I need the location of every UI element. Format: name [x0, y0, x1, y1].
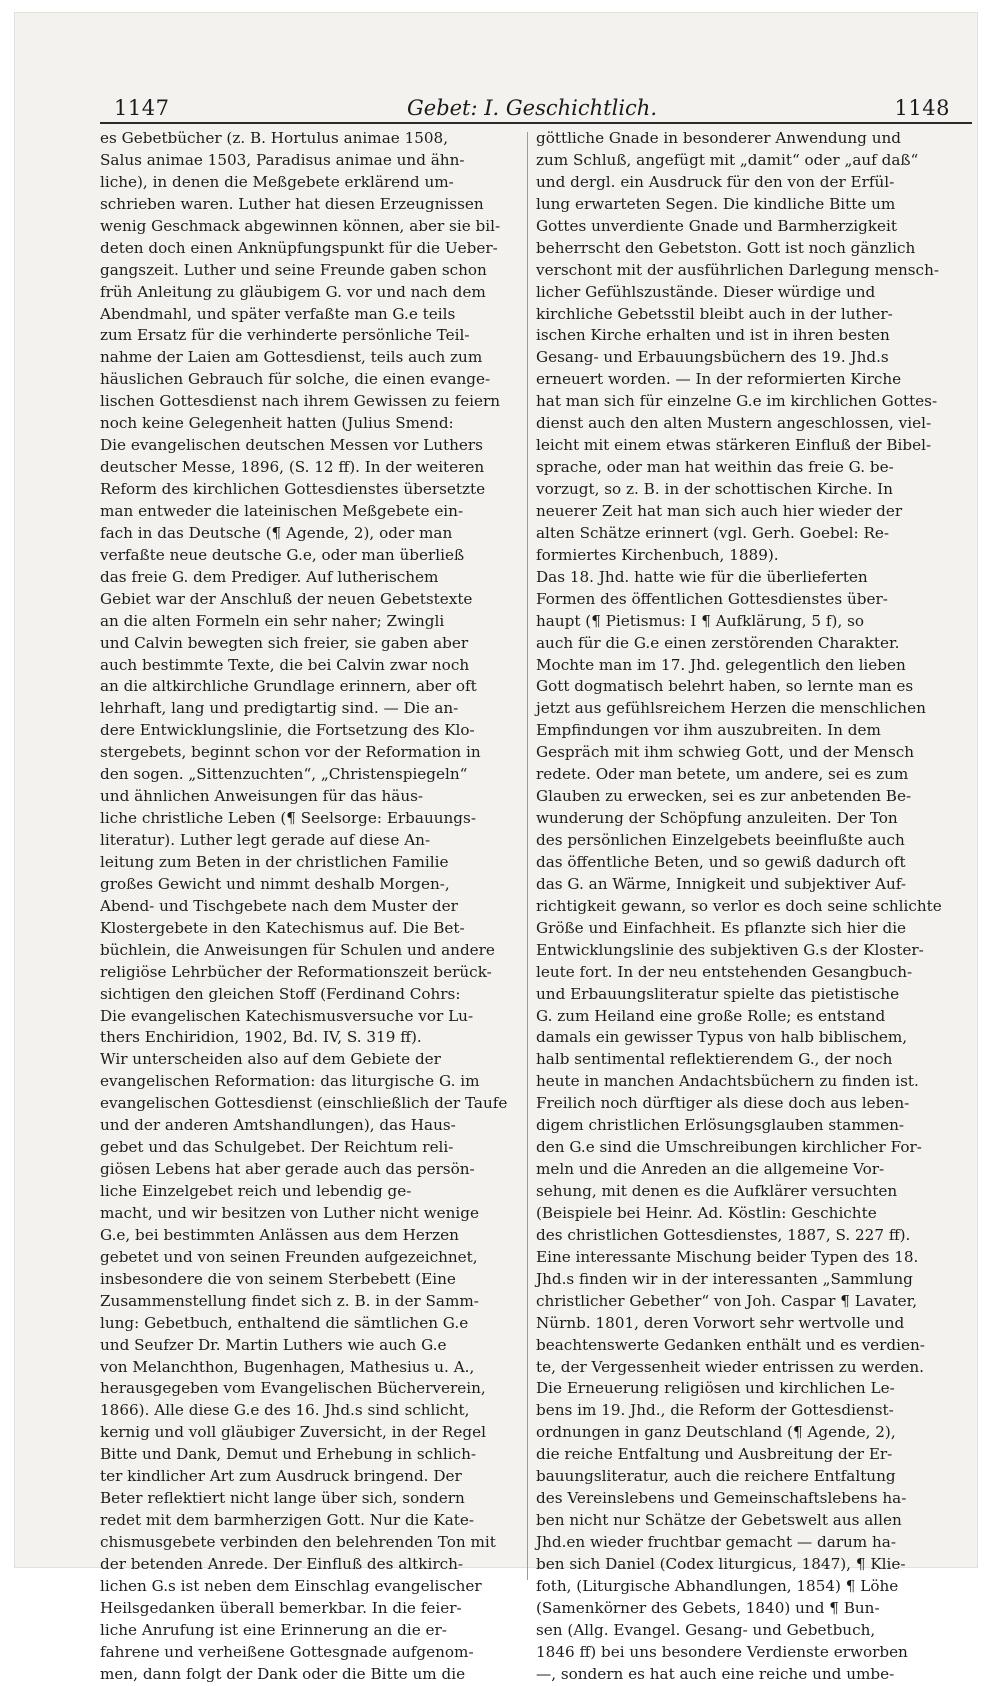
text-line: Nürnb. 1801, deren Vorwort sehr wertvolle und — [536, 1313, 905, 1332]
text-line: bauungsliteratur, auch die reichere Entfaltung — [536, 1467, 896, 1486]
text-line: Formen des öffentlichen Gottesdienstes über- — [536, 589, 888, 608]
text-line: auch für die G.e einen zerstörenden Charakter. — [536, 633, 900, 652]
text-line: bens im 19. Jhd., die Reform der Gottesdienst- — [536, 1401, 894, 1420]
text-line: wenig Geschmack abgewinnen können, aber sie bil- — [100, 216, 501, 235]
text-line: macht, und wir besitzen von Luther nicht wenige — [100, 1203, 479, 1222]
text-line: Gottes unverdiente Gnade und Barmherzigkeit — [536, 216, 898, 235]
text-line: sehung, mit denen es die Aufklärer versuchten — [536, 1182, 898, 1200]
text-line: verfaßte neue deutsche G.e, oder man überließ — [100, 545, 465, 564]
text-line: formiertes Kirchenbuch, 1889). — [536, 545, 779, 564]
text-line: Heilsgedanken überall bemerkbar. In die feier- — [100, 1598, 462, 1617]
text-line: te, der Vergessenheit wieder entrissen zu werden. — [536, 1357, 924, 1376]
text-line: sen (Allg. Evangel. Gesang- und Gebetbuch, — [536, 1620, 876, 1639]
text-line: hat man sich für einzelne G.e im kirchlichen Gottes- — [536, 392, 938, 411]
text-line: damals ein gewisser Typus von halb biblischem, — [536, 1028, 908, 1047]
text-line: evangelischen Reformation: das liturgische G. im — [100, 1072, 480, 1091]
running-title: Gebet: I. Geschichtlich. — [406, 96, 657, 120]
text-line: gebet und das Schulgebet. Der Reichtum reli- — [100, 1138, 454, 1157]
text-line: Empfindungen vor ihm auszubreiten. In dem — [536, 721, 881, 740]
text-line: liche Anrufung ist eine Erinnerung an die er- — [100, 1620, 447, 1639]
text-line: Gebiet war der Anschluß der neuen Gebetstexte — [100, 589, 473, 608]
text-line: beachtenswerte Gedanken enthält und es verdien- — [536, 1335, 925, 1354]
text-line: schrieben waren. Luther hat diesen Erzeugnissen — [100, 194, 484, 213]
text-line: großes Gewicht und nimmt deshalb Morgen-, — [100, 874, 450, 893]
text-line: es Gebetbücher (z. B. Hortulus animae 1508, — [100, 129, 449, 147]
text-line: der betenden Anrede. Der Einfluß des altkirch- — [100, 1554, 464, 1573]
text-line: foth, (Liturgische Abhandlungen, 1854) ¶ Löhe — [536, 1576, 899, 1595]
text-line: Salus animae 1503, Paradisus animae und ähn- — [100, 150, 465, 169]
text-line: und Seufzer Dr. Martin Luthers wie auch G.e — [100, 1335, 447, 1354]
text-line: meln und die Anreden an die allgemeine Vor- — [536, 1160, 885, 1179]
text-line: literatur). Luther legt gerade auf diese An- — [100, 831, 431, 849]
text-line: zum Schluß, angefügt mit „damit“ oder „auf daß“ — [536, 150, 919, 169]
text-line: redete. Oder man betete, um andere, sei es zum — [536, 765, 909, 784]
text-line: 1866). Alle diese G.e des 16. Jhd.s sind schlicht, — [100, 1401, 470, 1420]
text-line: leitung zum Beten in der christlichen Familie — [100, 852, 449, 871]
text-line: Die Erneuerung religiösen und kirchlichen Le- — [536, 1379, 895, 1398]
text-line: dienst auch den alten Mustern angeschlossen, viel- — [536, 414, 932, 433]
text-line: heute in manchen Andachtsbüchern zu finden ist. — [536, 1072, 919, 1091]
text-line: chismusgebete verbinden den belehrenden Ton mit — [100, 1533, 496, 1551]
text-line: den G.e sind die Umschreibungen kirchlicher For- — [536, 1138, 922, 1157]
text-line: giösen Lebens hat aber gerade auch das persön- — [100, 1160, 475, 1179]
text-line: des Vereinslebens und Gemeinschaftslebens ha- — [536, 1489, 907, 1508]
text-line: ischen Kirche erhalten und ist in ihren besten — [536, 326, 890, 345]
text-line: beherrscht den Gebetston. Gott ist noch gänzlich — [536, 238, 916, 257]
text-line: Größe und Einfachheit. Es pflanzte sich hier die — [536, 918, 907, 937]
text-line: leute fort. In der neu entstehenden Gesangbuch- — [536, 962, 913, 981]
text-line: Gesang- und Erbauungsbüchern des 19. Jhd.s — [536, 348, 889, 367]
text-line: das G. an Wärme, Innigkeit und subjektiver Auf- — [536, 874, 906, 893]
text-line: verschont mit der ausführlichen Darlegung mensch- — [536, 260, 939, 279]
text-line: —, sondern es hat auch eine reiche und umbe- — [536, 1664, 895, 1683]
text-line: gangszeit. Luther und seine Freunde gaben schon — [100, 260, 487, 279]
text-line: lichen G.s ist neben dem Einschlag evangelischer — [100, 1576, 482, 1595]
text-line: stergebets, beginnt schon vor der Reformation in — [100, 743, 481, 762]
text-line: Gespräch mit ihm schwieg Gott, und der Mensch — [536, 743, 915, 762]
text-line: halb sentimental reflektierendem G., der noch — [536, 1050, 893, 1069]
text-line: nahme der Laien am Gottesdienst, teils auch zum — [100, 348, 483, 367]
text-line: von Melanchthon, Bugenhagen, Mathesius u. A., — [100, 1357, 475, 1376]
text-line: lung erwarteten Segen. Die kindliche Bitte um — [536, 194, 896, 213]
text-line: ben sich Daniel (Codex liturgicus, 1847), ¶ Klie- — [536, 1554, 906, 1573]
text-line: vorzugt, so z. B. in der schottischen Kirche. In — [536, 480, 893, 498]
text-line: an die alten Formeln ein sehr naher; Zwingli — [100, 611, 445, 630]
text-line: leicht mit einem etwas stärkeren Einfluß der Bibel- — [536, 436, 932, 455]
text-line: den sogen. „Sittenzuchten“, „Christenspiegeln“ — [100, 765, 468, 784]
text-line: und ähnlichen Anweisungen für das häus- — [100, 787, 424, 806]
text-line: Die evangelischen Katechismusversuche vor Lu- — [100, 1006, 474, 1025]
text-line: Gott dogmatisch belehrt haben, so lernte man es — [536, 677, 914, 696]
text-line: G. zum Heiland eine große Rolle; es entstand — [536, 1006, 886, 1025]
text-line: christlicher Gebether“ von Joh. Caspar ¶ Lavater, — [536, 1291, 918, 1310]
text-line: Entwicklungslinie des subjektiven G.s der Kloster- — [536, 940, 924, 959]
text-line: des christlichen Gottesdienstes, 1887, S. 227 ff). — [536, 1225, 911, 1244]
page-number-left: 1147 — [114, 96, 170, 120]
text-line: Freilich noch dürftiger als diese doch aus leben- — [536, 1094, 910, 1113]
text-line: früh Anleitung zu gläubigem G. vor und nach dem — [100, 282, 486, 301]
text-line: ordnungen in ganz Deutschland (¶ Agende, 2), — [536, 1423, 896, 1442]
text-line: liche christliche Leben (¶ Seelsorge: Erbauungs- — [100, 809, 476, 828]
text-line: religiöse Lehrbücher der Reformationszeit berück- — [100, 962, 492, 981]
text-line: neuerer Zeit hat man sich auch hier wieder der — [536, 501, 903, 520]
text-line: sprache, oder man hat weithin das freie G. be- — [536, 458, 894, 477]
text-line: fach in das Deutsche (¶ Agende, 2), oder man — [100, 523, 453, 542]
text-line: kernig und voll gläubiger Zuversicht, in der Regel — [100, 1423, 486, 1442]
text-line: Die evangelischen deutschen Messen vor Luthers — [100, 436, 483, 455]
text-line: herausgegeben vom Evangelischen Bücherverein, — [100, 1379, 486, 1398]
text-line: deten doch einen Anknüpfungspunkt für die Ueber- — [100, 238, 498, 257]
text-line: und Erbauungsliteratur spielte das pietistische — [536, 984, 900, 1003]
text-line: und dergl. ein Ausdruck für den von der Erfül- — [536, 172, 895, 191]
text-line: die reiche Entfaltung und Ausbreitung der Er- — [536, 1445, 893, 1464]
text-line: Beter reflektiert nicht lange über sich, sondern — [100, 1489, 465, 1508]
text-line: häuslichen Gebrauch für solche, die einen evange- — [100, 370, 491, 389]
text-line: evangelischen Gottesdienst (einschließlich der Taufe — [100, 1094, 508, 1113]
text-line: und der anderen Amtshandlungen), das Haus- — [100, 1116, 456, 1135]
text-line: Eine interessante Mischung beider Typen des 18. — [536, 1247, 919, 1266]
text-line: Reform des kirchlichen Gottesdienstes übersetzte — [100, 480, 486, 498]
text-line: Jhd.s finden wir in der interessanten „Sammlung — [536, 1269, 913, 1288]
text-line: das freie G. dem Prediger. Auf lutherischem — [100, 567, 439, 586]
text-line: men, dann folgt der Dank oder die Bitte um die — [100, 1664, 466, 1683]
text-line: deutscher Messe, 1896, (S. 12 ff). In der weiteren — [100, 458, 485, 477]
text-line: ter kindlicher Art zum Ausdruck bringend. Der — [100, 1467, 462, 1486]
text-line: liche Einzelgebet reich und lebendig ge- — [100, 1182, 412, 1200]
text-line: Zusammenstellung findet sich z. B. in der Samm- — [100, 1291, 479, 1310]
text-line: und Calvin bewegten sich freier, sie gaben aber — [100, 633, 469, 652]
text-line: des persönlichen Einzelgebets beeinflußte auch — [536, 831, 905, 849]
text-line: an die altkirchliche Grundlage erinnern, aber oft — [100, 677, 477, 696]
text-line: G.e, bei bestimmten Anlässen aus dem Herzen — [100, 1225, 459, 1244]
text-line: Abend- und Tischgebete nach dem Muster der — [100, 896, 458, 915]
text-line: lung: Gebetbuch, enthaltend die sämtlichen G.e — [100, 1313, 469, 1332]
text-line: lehrhaft, lang und predigtartig sind. — Die an- — [100, 699, 459, 718]
text-line: erneuert worden. — In der reformierten Kirche — [536, 370, 902, 389]
text-line: auch bestimmte Texte, die bei Calvin zwar noch — [100, 655, 470, 674]
text-line: (Beispiele bei Heinr. Ad. Köstlin: Geschichte — [536, 1203, 877, 1222]
text-line: alten Schätze erinnert (vgl. Gerh. Goebel: Re- — [536, 523, 890, 542]
text-line: haupt (¶ Pietismus: I ¶ Aufklärung, 5 f), so — [536, 611, 865, 630]
text-line: Mochte man im 17. Jhd. gelegentlich den lieben — [536, 655, 906, 674]
text-line: Klostergebete in den Katechismus auf. Die Bet- — [100, 918, 465, 937]
text-line: licher Gefühlszustände. Dieser würdige und — [536, 282, 876, 301]
text-line: Glauben zu erwecken, sei es zur anbetenden Be- — [536, 787, 912, 806]
text-line: göttliche Gnade in besonderer Anwendung und — [536, 129, 901, 147]
text-line: gebetet und von seinen Freunden aufgezeichnet, — [100, 1247, 478, 1266]
text-line: (Samenkörner des Gebets, 1840) und ¶ Bun- — [536, 1598, 880, 1617]
left-text-column — [100, 128, 520, 1683]
text-line: man entweder die lateinischen Meßgebete ein- — [100, 501, 464, 520]
text-line: richtigkeit gewann, so verlor es doch seine schlichte — [536, 896, 942, 915]
text-line: sichtigen den gleichen Stoff (Ferdinand Cohrs: — [100, 984, 461, 1003]
text-line: dere Entwicklungslinie, die Fortsetzung des Klo- — [100, 721, 475, 740]
text-line: wunderung der Schöpfung anzuleiten. Der Ton — [536, 809, 898, 828]
column-divider — [527, 132, 528, 1580]
text-line: lischen Gottesdienst nach ihrem Gewissen zu feiern — [100, 392, 501, 411]
text-line: zum Ersatz für die verhinderte persönliche Teil- — [100, 326, 470, 345]
text-line: Das 18. Jhd. hatte wie für die überlieferten — [536, 567, 868, 586]
text-line: Bitte und Dank, Demut und Erhebung in schlich- — [100, 1445, 477, 1464]
text-line: das öffentliche Beten, und so gewiß dadurch oft — [536, 852, 906, 871]
text-line: Abendmahl, und später verfaßte man G.e teils — [100, 304, 456, 323]
text-line: noch keine Gelegenheit hatten (Julius Smend: — [100, 414, 454, 433]
page-number-right: 1148 — [894, 96, 950, 120]
text-line: Jhd.en wieder fruchtbar gemacht — darum ha- — [536, 1533, 896, 1551]
text-line: redet mit dem barmherzigen Gott. Nur die Kate- — [100, 1511, 474, 1530]
text-line: kirchliche Gebetsstil bleibt auch in der luther- — [536, 304, 893, 323]
text-line: ben nicht nur Schätze der Gebetswelt aus allen — [536, 1511, 902, 1530]
text-line: Wir unterscheiden also auf dem Gebiete der — [100, 1050, 441, 1069]
text-line: liche), in denen die Meßgebete erklärend um- — [100, 172, 454, 191]
text-line: thers Enchiridion, 1902, Bd. IV, S. 319 ff). — [100, 1028, 422, 1047]
text-line: büchlein, die Anweisungen für Schulen und andere — [100, 940, 495, 959]
text-line: insbesondere die von seinem Sterbebett (Eine — [100, 1269, 456, 1288]
text-line: 1846 ff) bei uns besondere Verdienste erworben — [536, 1642, 908, 1661]
text-line: jetzt aus gefühlsreichem Herzen die menschlichen — [536, 699, 926, 718]
header-rule — [100, 122, 972, 124]
right-text-column — [536, 128, 948, 1683]
text-line: fahrene und verheißene Gottesgnade aufgenom- — [100, 1642, 474, 1661]
text-line: digem christlichen Erlösungsglauben stammen- — [536, 1116, 905, 1135]
